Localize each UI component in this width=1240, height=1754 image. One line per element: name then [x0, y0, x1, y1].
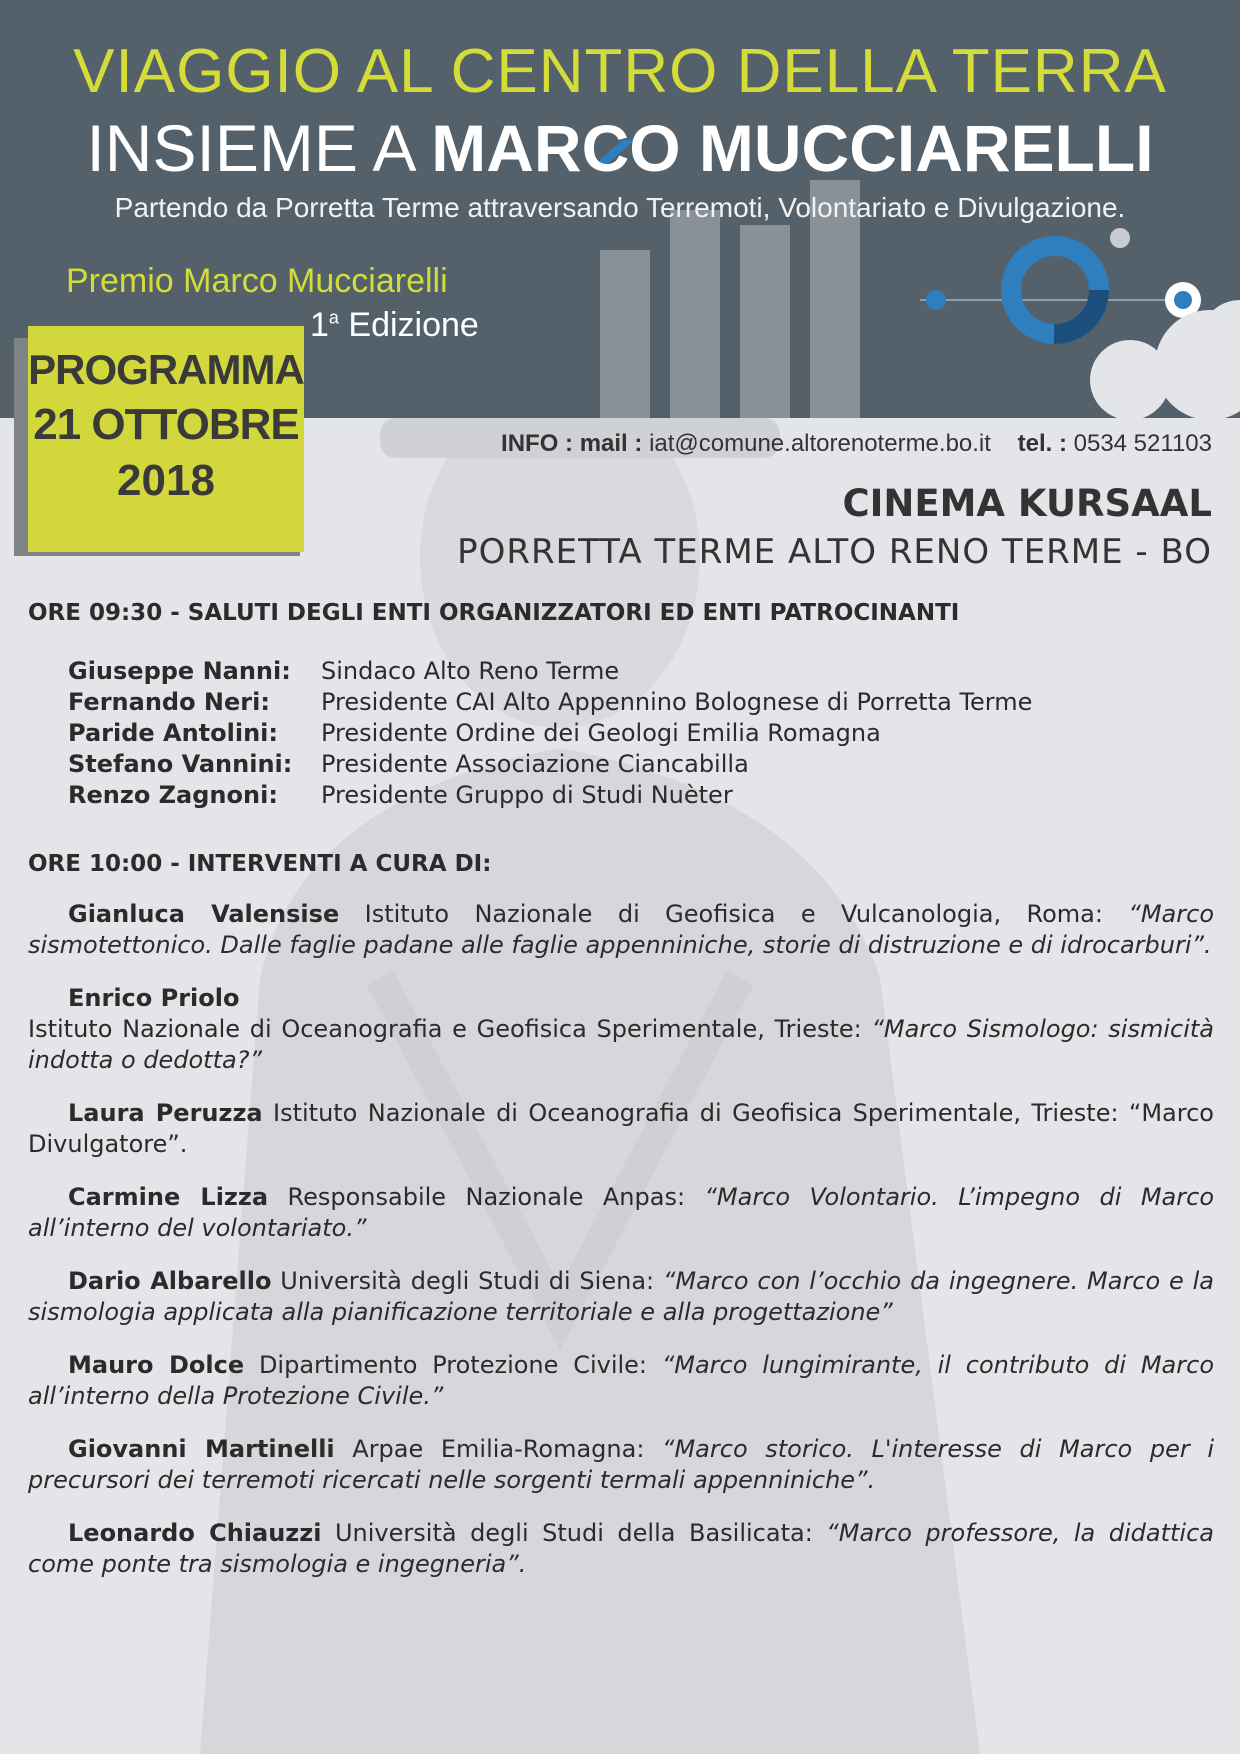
- title-line-2: [0, 110, 1240, 186]
- tel-label: tel. :: [1017, 430, 1067, 457]
- talk-title: “Marco Sismologo: sismicità indotta o dedotta?”: [28, 1015, 1214, 1074]
- talk-item: [28, 983, 1214, 1076]
- saluti-role: Presidente Gruppo di Studi Nuèter: [321, 781, 733, 809]
- talk-item: [28, 1182, 1214, 1244]
- session1-title: ORE 09:30 - SALUTI DEGLI ENTI ORGANIZZATORI ED ENTI PATROCINANTI: [28, 600, 960, 626]
- edizione-number: 1: [310, 306, 329, 344]
- talk-title: “Marco sismotettonico. Dalle faglie padane alle faglie appenniniche, storie di distruzione e di idrocarburi”.: [28, 900, 1214, 959]
- saluti-row: [68, 687, 1214, 718]
- talk-affiliation: Responsabile Nazionale Anpas:: [268, 1183, 705, 1211]
- talk-affiliation: Università degli Studi della Basilicata:: [321, 1519, 827, 1547]
- edizione-word: Edizione: [348, 306, 479, 344]
- talk-item: [28, 1518, 1214, 1580]
- talk-title: “Marco professore, la didattica come ponte tra sismologia e ingegneria”.: [28, 1519, 1215, 1578]
- talk-speaker: Gianluca Valensise: [68, 900, 340, 928]
- saluti-role: Presidente Ordine dei Geologi Emilia Romagna: [321, 719, 881, 747]
- talk-speaker: Leonardo Chiauzzi: [68, 1519, 322, 1547]
- talk-speaker: Laura Peruzza: [68, 1099, 263, 1127]
- info-label: INFO : mail :: [501, 430, 643, 457]
- saluti-role: Presidente CAI Alto Appennino Bolognese di Porretta Terme: [321, 688, 1033, 716]
- title-line-2-name: MARCO MUCCIARELLI: [431, 111, 1154, 185]
- talk-title: “Marco lungimirante, il contributo di Marco all’interno della Protezione Civile.”: [28, 1351, 1215, 1410]
- talk-title: “Marco con l’occhio da ingegnere. Marco e la sismologia applicata alla pianificazione territoriale e alla progettazione”: [28, 1267, 1214, 1326]
- talk-item: [28, 899, 1214, 961]
- talk-affiliation: Istituto Nazionale di Oceanografia di Geofisica Sperimentale, Trieste: “Marco Divulgatore”.: [28, 1099, 1214, 1158]
- talk-title: “Marco storico. L'interesse di Marco per i precursori dei terremoti ricercati nelle sorgenti termali appenniniche”.: [28, 1435, 1214, 1494]
- saluti-name: Paride Antolini:: [68, 719, 278, 747]
- subtitle: Partendo da Porretta Terme attraversando Terremoti, Volontariato e Divulgazione.: [114, 192, 1126, 223]
- session2-title: ORE 10:00 - INTERVENTI A CURA DI:: [28, 851, 492, 877]
- talk-title: “Marco Volontario. L’impegno di Marco all’interno del volontariato.”: [28, 1183, 1215, 1242]
- programme-box: [28, 326, 304, 552]
- title-line-2-prefix: INSIEME A: [86, 111, 432, 185]
- edizione-ordinal: a: [328, 307, 339, 328]
- talk-speaker: Giovanni Martinelli: [68, 1435, 335, 1463]
- talk-speaker: Carmine Lizza: [68, 1183, 269, 1211]
- saluti-name: Renzo Zagnoni:: [68, 781, 278, 809]
- talk-affiliation: Dipartimento Protezione Civile:: [244, 1351, 662, 1379]
- talk-affiliation: Arpae Emilia-Romagna:: [334, 1435, 663, 1463]
- talk-item: [28, 1098, 1214, 1160]
- saluti-row: [68, 780, 1214, 811]
- talk-affiliation: Istituto Nazionale di Geofisica e Vulcanologia, Roma:: [339, 900, 1129, 928]
- info-email: iat@comune.altorenoterme.bo.it: [649, 430, 991, 457]
- saluti-row: [68, 718, 1214, 749]
- talk-speaker: Enrico Priolo: [68, 984, 240, 1012]
- saluti-name: Fernando Neri:: [68, 688, 270, 716]
- saluti-row: [68, 749, 1214, 780]
- saluti-list: [68, 656, 1214, 811]
- talk-affiliation: Università degli Studi di Siena:: [271, 1267, 663, 1295]
- talk-speaker: Dario Albarello: [68, 1267, 272, 1295]
- info-tel: 0534 521103: [1073, 430, 1212, 457]
- saluti-name: Giuseppe Nanni:: [68, 657, 291, 685]
- programme-date: 21 OTTOBRE: [33, 400, 299, 449]
- saluti-row: [68, 656, 1214, 687]
- venue-place: PORRETTA TERME ALTO RENO TERME - BO: [457, 532, 1212, 572]
- talk-item: [28, 1350, 1214, 1412]
- talk-item: [28, 1434, 1214, 1496]
- info-line: [501, 430, 1212, 458]
- saluti-role: Presidente Associazione Ciancabilla: [321, 750, 749, 778]
- saluti-name: Stefano Vannini:: [68, 750, 293, 778]
- talk-speaker: Mauro Dolce: [68, 1351, 245, 1379]
- talk-item: [28, 1266, 1214, 1328]
- saluti-role: Sindaco Alto Reno Terme: [321, 657, 620, 685]
- programme-content: [28, 600, 1214, 1580]
- talk-affiliation-block: [28, 1014, 1214, 1076]
- venue-name: CINEMA KURSAAL: [842, 482, 1212, 525]
- circle-graphic: [920, 220, 1240, 418]
- title-line-1: VIAGGIO AL CENTRO DELLA TERRA: [73, 37, 1167, 106]
- premio-label: Premio Marco Mucciarelli: [66, 262, 448, 300]
- edizione-label: [310, 306, 479, 345]
- programme-year: 2018: [117, 456, 215, 505]
- programme-label: PROGRAMMA: [28, 346, 304, 393]
- talk-affiliation: Istituto Nazionale di Oceanografia e Geofisica Sperimentale, Trieste:: [28, 1015, 872, 1043]
